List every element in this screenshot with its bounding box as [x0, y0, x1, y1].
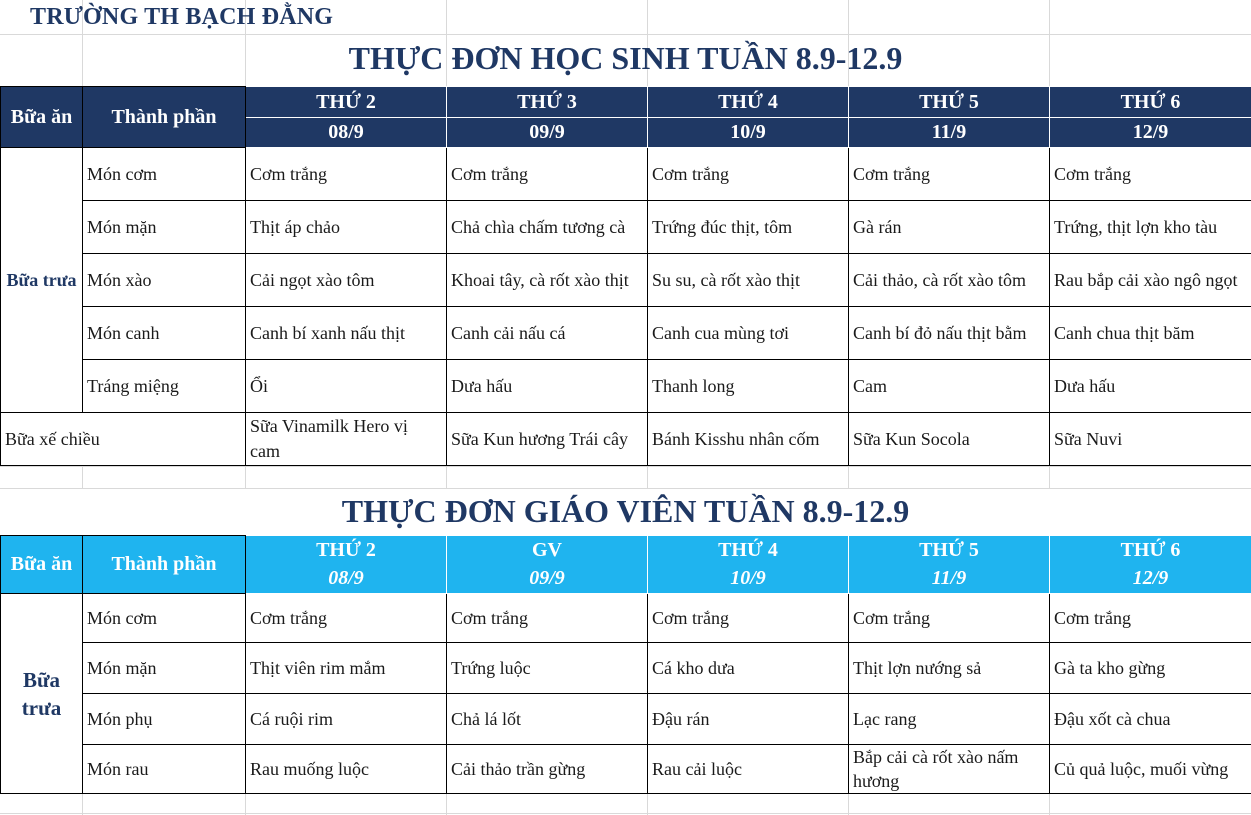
grid-line [0, 813, 1251, 814]
grid-line [245, 791, 246, 815]
day-header: THỨ 2 [246, 536, 447, 565]
menu-cell: Ổi [246, 360, 447, 413]
meal-label-lunch: Bữa trưa [1, 148, 83, 413]
menu-cell: Cải thảo trần gừng [447, 745, 648, 794]
date-header: 12/9 [1050, 118, 1251, 148]
date-header: 10/9 [648, 565, 849, 594]
menu-cell: Bánh Kisshu nhân cốm [648, 413, 849, 466]
component-label: Tráng miệng [83, 360, 246, 413]
grid-line [82, 791, 83, 815]
menu-cell: Gà rán [849, 201, 1050, 254]
menu-cell: Cá ruội rim [246, 694, 447, 745]
teacher-menu-table [0, 535, 1251, 794]
menu-cell: Dưa hấu [447, 360, 648, 413]
header-meal: Bữa ăn [1, 536, 83, 594]
date-header: 08/9 [246, 118, 447, 148]
menu-cell: Thịt áp chảo [246, 201, 447, 254]
menu-cell: Canh chua thịt băm [1050, 307, 1251, 360]
menu-cell: Gà ta kho gừng [1050, 643, 1251, 694]
menu-cell: Trứng luộc [447, 643, 648, 694]
component-label: Món mặn [83, 201, 246, 254]
menu-cell: Sữa Kun Socola [849, 413, 1050, 466]
menu-cell: Cơm trắng [447, 594, 648, 643]
header-meal: Bữa ăn [1, 87, 83, 148]
menu-cell: Lạc rang [849, 694, 1050, 745]
menu-cell: Trứng, thịt lợn kho tàu [1050, 201, 1251, 254]
grid-line [647, 791, 648, 815]
component-label: Món xào [83, 254, 246, 307]
date-header: 11/9 [849, 118, 1050, 148]
grid-line [848, 791, 849, 815]
grid-line [848, 466, 849, 488]
menu-cell: Cải thảo, cà rốt xào tôm [849, 254, 1050, 307]
date-header: 09/9 [447, 565, 648, 594]
menu-cell: Sữa Kun hương Trái cây [447, 413, 648, 466]
date-header: 08/9 [246, 565, 447, 594]
header-component: Thành phần [83, 536, 246, 594]
component-label: Món cơm [83, 594, 246, 643]
menu-cell: Chả lá lốt [447, 694, 648, 745]
menu-cell: Thanh long [648, 360, 849, 413]
menu-cell: Cơm trắng [849, 594, 1050, 643]
menu-cell: Thịt viên rim mắm [246, 643, 447, 694]
menu-cell: Cơm trắng [1050, 594, 1251, 643]
grid-line [446, 466, 447, 488]
header-component: Thành phần [83, 87, 246, 148]
menu-cell: Đậu xốt cà chua [1050, 694, 1251, 745]
component-label: Món canh [83, 307, 246, 360]
date-header: 11/9 [849, 565, 1050, 594]
menu-cell: Cơm trắng [246, 594, 447, 643]
grid-line [446, 791, 447, 815]
menu-cell: Chả chìa chấm tương cà [447, 201, 648, 254]
date-header: 10/9 [648, 118, 849, 148]
day-header: THỨ 4 [648, 87, 849, 118]
grid-line [82, 466, 83, 488]
component-label: Món phụ [83, 694, 246, 745]
day-header: THỨ 6 [1050, 87, 1251, 118]
school-name: TRƯỜNG TH BẠCH ĐẰNG [30, 4, 334, 30]
grid-line [0, 488, 1251, 489]
menu-cell: Cam [849, 360, 1050, 413]
menu-cell: Khoai tây, cà rốt xào thịt [447, 254, 648, 307]
menu-cell: Cơm trắng [648, 594, 849, 643]
menu-cell: Đậu rán [648, 694, 849, 745]
component-label: Món rau [83, 745, 246, 794]
menu-cell: Sữa Vinamilk Hero vị cam [246, 413, 447, 466]
day-header: THỨ 2 [246, 87, 447, 118]
menu-cell: Trứng đúc thịt, tôm [648, 201, 849, 254]
day-header: THỨ 6 [1050, 536, 1251, 565]
menu-cell: Cơm trắng [849, 148, 1050, 201]
menu-cell: Rau muống luộc [246, 745, 447, 794]
meal-label-snack: Bữa xế chiều [1, 413, 246, 466]
menu-cell: Canh bí đỏ nấu thịt bằm [849, 307, 1050, 360]
day-header: THỨ 4 [648, 536, 849, 565]
component-label: Món cơm [83, 148, 246, 201]
day-header: THỨ 5 [849, 87, 1050, 118]
student-menu-title: THỰC ĐƠN HỌC SINH TUẦN 8.9-12.9 [348, 40, 903, 76]
menu-cell: Thịt lợn nướng sả [849, 643, 1050, 694]
menu-cell: Sữa Nuvi [1050, 413, 1251, 466]
component-label: Món mặn [83, 643, 246, 694]
day-header: GV [447, 536, 648, 565]
menu-cell: Bắp cải cà rốt xào nấm hương [849, 745, 1050, 794]
menu-cell: Cá kho dưa [648, 643, 849, 694]
grid-line [1049, 791, 1050, 815]
menu-cell: Canh cải nấu cá [447, 307, 648, 360]
menu-cell: Canh bí xanh nấu thịt [246, 307, 447, 360]
menu-cell: Cơm trắng [1050, 148, 1251, 201]
menu-cell: Cơm trắng [447, 148, 648, 201]
menu-cell: Cơm trắng [246, 148, 447, 201]
date-header: 09/9 [447, 118, 648, 148]
menu-cell: Su su, cà rốt xào thịt [648, 254, 849, 307]
student-menu-table [0, 86, 1251, 466]
menu-cell: Rau cải luộc [648, 745, 849, 794]
menu-cell: Rau bắp cải xào ngô ngọt [1050, 254, 1251, 307]
menu-cell: Cơm trắng [648, 148, 849, 201]
grid-line [245, 466, 246, 488]
grid-line [0, 466, 1251, 467]
menu-cell: Dưa hấu [1050, 360, 1251, 413]
day-header: THỨ 3 [447, 87, 648, 118]
menu-cell: Củ quả luộc, muối vừng [1050, 745, 1251, 794]
teacher-menu-title: THỰC ĐƠN GIÁO VIÊN TUẦN 8.9-12.9 [341, 493, 910, 529]
meal-label-lunch: Bữa trưa [1, 594, 83, 794]
grid-line [1049, 466, 1050, 488]
grid-line [647, 466, 648, 488]
grid-line [0, 34, 1251, 35]
day-header: THỨ 5 [849, 536, 1050, 565]
date-header: 12/9 [1050, 565, 1251, 594]
menu-cell: Cải ngọt xào tôm [246, 254, 447, 307]
menu-cell: Canh cua mùng tơi [648, 307, 849, 360]
